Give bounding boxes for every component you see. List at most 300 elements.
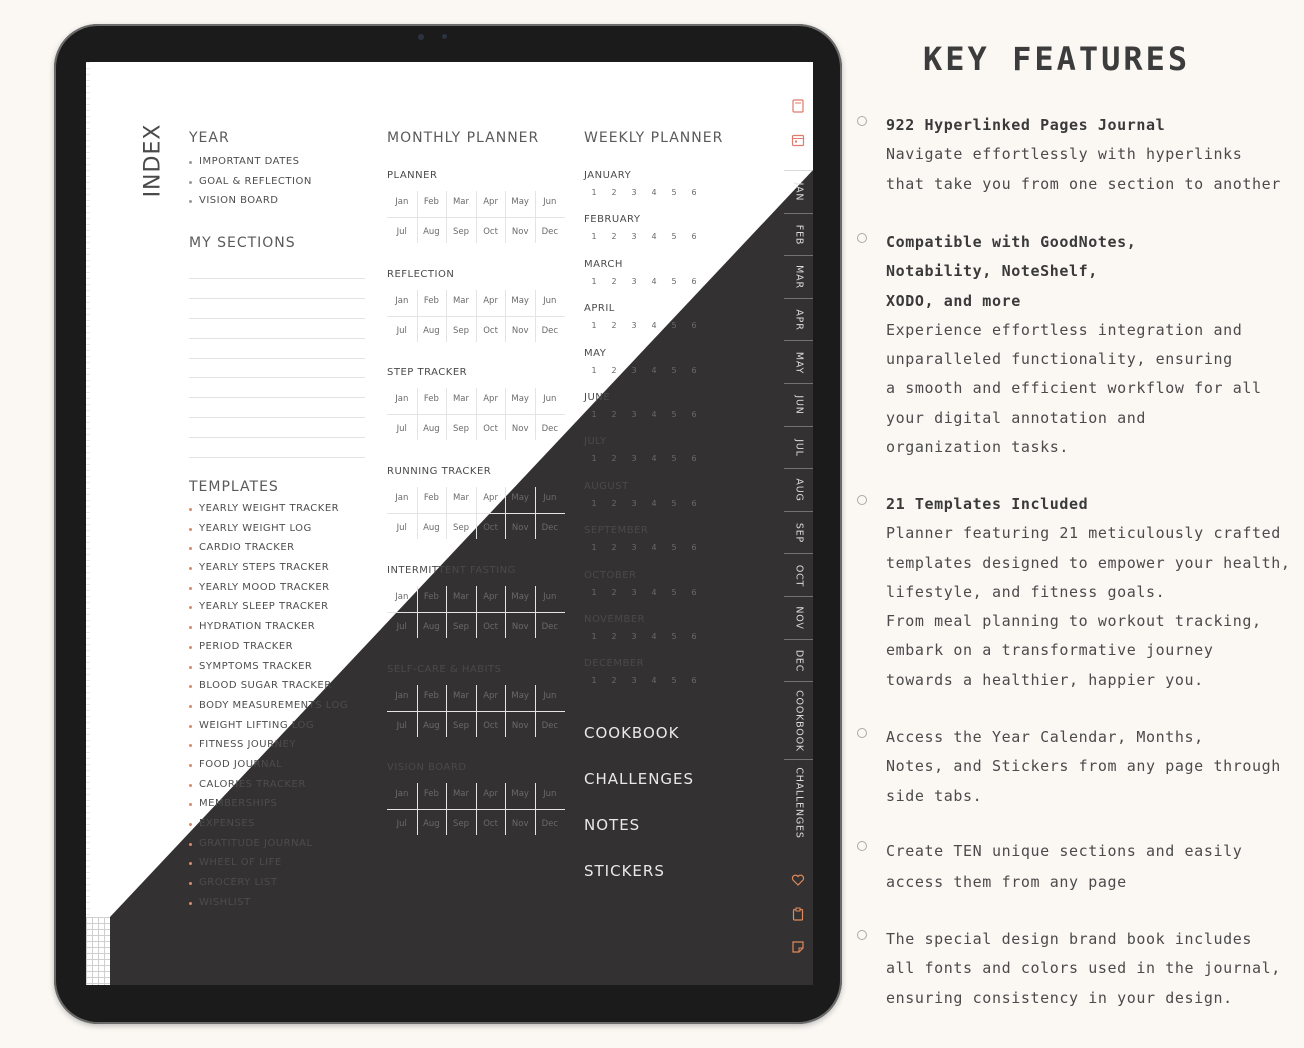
my-sections-title: MY SECTIONS bbox=[189, 235, 296, 251]
month-link[interactable]: Aug bbox=[423, 819, 440, 830]
week-number-link[interactable]: 3 bbox=[631, 188, 637, 197]
section-slot[interactable] bbox=[189, 318, 365, 319]
month-link[interactable]: Jul bbox=[396, 424, 407, 435]
section-slot[interactable] bbox=[189, 358, 365, 359]
month-link[interactable]: May bbox=[511, 493, 529, 504]
side-tab-label: COOKBOOK bbox=[793, 690, 804, 753]
week-number-link[interactable]: 4 bbox=[651, 587, 657, 597]
side-tab-challenges[interactable] bbox=[784, 759, 813, 846]
week-number-link[interactable]: 5 bbox=[671, 543, 677, 553]
template-item[interactable]: YEARLY WEIGHT TRACKER bbox=[189, 499, 348, 519]
month-link[interactable]: Dec bbox=[541, 325, 559, 336]
month-link[interactable]: Mar bbox=[452, 197, 469, 207]
month-link[interactable]: Jun bbox=[543, 789, 557, 800]
month-link[interactable]: Nov bbox=[511, 227, 529, 237]
month-link[interactable]: Aug bbox=[423, 720, 440, 731]
month-link[interactable]: Feb bbox=[423, 197, 439, 207]
week-number-link[interactable]: 1 bbox=[591, 188, 597, 197]
side-tab-jun[interactable] bbox=[784, 383, 813, 427]
weekly-month-label[interactable]: MARCH bbox=[584, 258, 623, 270]
my-sections-heading bbox=[189, 235, 296, 251]
month-link[interactable]: Sep bbox=[452, 325, 469, 336]
week-number-link[interactable]: 1 bbox=[591, 454, 597, 464]
weekly-month-label[interactable]: SEPTEMBER bbox=[584, 525, 649, 537]
side-tab-label: JUN bbox=[793, 395, 804, 415]
side-tabs-top-bg bbox=[784, 84, 813, 170]
feature-title: 922 Hyperlinked Pages Journal bbox=[886, 116, 1166, 134]
month-link[interactable]: Feb bbox=[423, 295, 439, 306]
week-number-link[interactable]: 4 bbox=[651, 365, 657, 375]
week-number-link[interactable]: 1 bbox=[591, 232, 597, 242]
month-link[interactable]: Jun bbox=[543, 295, 557, 306]
week-number-link[interactable]: 5 bbox=[671, 321, 677, 331]
calendar-icon[interactable] bbox=[791, 132, 805, 146]
week-number-link[interactable]: 2 bbox=[611, 543, 617, 553]
month-link[interactable]: Jul bbox=[396, 227, 407, 237]
week-number-link[interactable]: 4 bbox=[651, 632, 657, 641]
month-link[interactable]: Jan bbox=[395, 197, 409, 207]
feature-hyperlinks bbox=[857, 111, 1297, 199]
template-item[interactable]: GRATITUDE JOURNAL bbox=[189, 834, 348, 854]
week-number-link[interactable]: 2 bbox=[611, 321, 617, 331]
feature-description: Planner featuring 21 meticulously crafted templates designed to empower your health, lifestyle, and fitness goals. From meal planning to workout tracking, embark on a transformative journey towards a healthier, happier you. bbox=[886, 524, 1291, 689]
week-number-link[interactable]: 6 bbox=[691, 543, 697, 553]
template-item[interactable]: BODY MEASUREMENTS LOG bbox=[189, 696, 348, 716]
month-grid bbox=[387, 779, 565, 839]
month-link[interactable]: Jul bbox=[396, 720, 407, 731]
monthly-section-label: STEP TRACKER bbox=[387, 367, 468, 379]
month-link[interactable]: Dec bbox=[541, 227, 559, 237]
week-number-link[interactable]: 1 bbox=[591, 498, 597, 508]
month-link[interactable]: Nov bbox=[511, 523, 529, 534]
link-stickers[interactable]: STICKERS bbox=[584, 862, 665, 880]
section-slot[interactable] bbox=[189, 377, 365, 378]
month-link[interactable]: Jun bbox=[543, 394, 557, 405]
week-number-link[interactable]: 4 bbox=[651, 543, 657, 553]
week-number-link[interactable]: 5 bbox=[671, 587, 677, 597]
templates-list bbox=[189, 499, 348, 912]
week-number-row bbox=[584, 499, 704, 508]
month-link[interactable]: Aug bbox=[423, 523, 440, 534]
side-tab-nov[interactable] bbox=[784, 596, 813, 640]
week-number-link[interactable]: 4 bbox=[651, 410, 657, 419]
year-section bbox=[189, 130, 312, 211]
month-link[interactable]: Feb bbox=[423, 690, 439, 701]
month-link[interactable]: Apr bbox=[483, 591, 498, 602]
week-number-link[interactable]: 2 bbox=[611, 410, 617, 419]
feature-description: The special design brand book includes all fonts and colors used in the journal, ensuring consistency in your design. bbox=[886, 930, 1281, 1007]
week-number-link[interactable]: 2 bbox=[611, 188, 617, 197]
week-number-link[interactable]: 6 bbox=[691, 188, 697, 197]
month-link[interactable]: Mar bbox=[452, 295, 469, 306]
month-link[interactable]: Oct bbox=[483, 325, 498, 336]
section-slot[interactable] bbox=[189, 278, 365, 279]
template-item[interactable]: GROCERY LIST bbox=[189, 873, 348, 893]
month-link[interactable]: Oct bbox=[483, 720, 498, 731]
month-link[interactable]: Jun bbox=[543, 197, 557, 207]
month-link[interactable]: May bbox=[511, 690, 529, 701]
month-grid bbox=[387, 286, 565, 346]
month-link[interactable]: Feb bbox=[423, 394, 439, 405]
week-number-link[interactable]: 3 bbox=[631, 632, 637, 641]
month-link[interactable]: Feb bbox=[423, 789, 439, 800]
week-number-link[interactable]: 2 bbox=[611, 587, 617, 597]
side-tab-label: AUG bbox=[793, 478, 804, 503]
week-number-link[interactable]: 2 bbox=[611, 676, 617, 686]
template-item[interactable]: YEARLY STEPS TRACKER bbox=[189, 558, 348, 578]
month-link[interactable]: May bbox=[511, 789, 529, 800]
feature-brand-book bbox=[857, 925, 1297, 1013]
month-link[interactable]: Jan bbox=[395, 789, 409, 800]
side-tab-label: JUL bbox=[793, 439, 804, 457]
week-number-link[interactable]: 4 bbox=[651, 232, 657, 242]
month-link[interactable]: Jul bbox=[396, 621, 407, 632]
month-link[interactable]: Nov bbox=[511, 819, 529, 830]
templates-section bbox=[189, 479, 348, 912]
week-number-row bbox=[584, 588, 704, 597]
bullet-circle-icon bbox=[857, 930, 867, 940]
month-link[interactable]: Sep bbox=[452, 424, 469, 435]
month-link[interactable]: Sep bbox=[452, 819, 469, 830]
week-number-link[interactable]: 2 bbox=[611, 276, 617, 286]
link-notes[interactable]: NOTES bbox=[584, 816, 641, 834]
month-link[interactable]: Apr bbox=[483, 197, 498, 207]
side-tab-sep[interactable] bbox=[784, 511, 813, 555]
year-item-goal-reflection[interactable]: GOAL & REFLECTION bbox=[189, 172, 312, 192]
template-item[interactable]: YEARLY SLEEP TRACKER bbox=[189, 597, 348, 617]
monthly-planner-heading bbox=[387, 130, 539, 146]
week-number-link[interactable]: 3 bbox=[631, 276, 637, 286]
month-link[interactable]: Jul bbox=[396, 819, 407, 830]
month-link[interactable]: Oct bbox=[483, 523, 498, 534]
key-features-title: KEY FEATURES bbox=[923, 40, 1191, 78]
week-number-link[interactable]: 3 bbox=[631, 587, 637, 597]
week-number-link[interactable]: 1 bbox=[591, 410, 597, 419]
year-item-important-dates[interactable]: IMPORTANT DATES bbox=[189, 152, 312, 172]
month-link[interactable]: Sep bbox=[452, 621, 469, 632]
year-item-vision-board[interactable]: VISION BOARD bbox=[189, 191, 312, 211]
weekly-planner-title: WEEKLY PLANNER bbox=[584, 130, 724, 146]
template-item[interactable]: WISHLIST bbox=[189, 893, 348, 913]
template-item[interactable]: YEARLY WEIGHT LOG bbox=[189, 519, 348, 539]
feature-description: Experience effortless integration and unparalleled functionality, ensuring a smooth and efficient workflow for all your digital annotation and organization tasks. bbox=[886, 320, 1262, 457]
week-number-link[interactable]: 5 bbox=[671, 498, 677, 508]
heart-icon[interactable] bbox=[791, 872, 805, 886]
month-link[interactable]: Jul bbox=[396, 325, 407, 336]
week-number-link[interactable]: 3 bbox=[631, 454, 637, 464]
month-link[interactable]: Mar bbox=[452, 394, 469, 405]
month-link[interactable]: Sep bbox=[452, 523, 469, 534]
week-number-row bbox=[584, 410, 704, 419]
template-item[interactable]: PERIOD TRACKER bbox=[189, 637, 348, 657]
margin-rule bbox=[86, 62, 90, 917]
week-number-link[interactable]: 2 bbox=[611, 365, 617, 375]
week-number-link[interactable]: 4 bbox=[651, 676, 657, 686]
week-number-link[interactable]: 6 bbox=[691, 454, 697, 464]
month-link[interactable]: Oct bbox=[483, 227, 498, 237]
month-link[interactable]: Jun bbox=[543, 591, 557, 602]
month-link[interactable]: Mar bbox=[452, 789, 469, 800]
week-number-link[interactable]: 3 bbox=[631, 410, 637, 419]
template-item[interactable]: FITNESS JOURNEY bbox=[189, 735, 348, 755]
templates-heading: TEMPLATES bbox=[189, 479, 279, 495]
week-number-link[interactable]: 6 bbox=[691, 410, 697, 419]
template-item[interactable]: SYMPTOMS TRACKER bbox=[189, 657, 348, 677]
side-tab-aug[interactable] bbox=[784, 468, 813, 512]
week-number-link[interactable]: 1 bbox=[591, 676, 597, 686]
weekly-month-label[interactable]: FEBRUARY bbox=[584, 214, 641, 226]
month-link[interactable]: Aug bbox=[423, 227, 440, 237]
monthly-section-label: PLANNER bbox=[387, 170, 438, 181]
month-link[interactable]: Aug bbox=[423, 325, 440, 336]
monthly-section-label: SELF-CARE & HABITS bbox=[387, 663, 502, 675]
week-number-link[interactable]: 4 bbox=[651, 321, 657, 331]
month-link[interactable]: Apr bbox=[483, 493, 498, 504]
month-link[interactable]: Mar bbox=[452, 493, 469, 504]
month-link[interactable]: Jan bbox=[395, 493, 409, 504]
week-number-row bbox=[584, 232, 704, 241]
week-number-link[interactable]: 1 bbox=[591, 365, 597, 375]
week-number-link[interactable]: 6 bbox=[691, 276, 697, 286]
month-link[interactable]: Jun bbox=[543, 493, 557, 504]
side-tab-label: CHALLENGES bbox=[793, 767, 804, 839]
week-number-row bbox=[584, 632, 704, 641]
week-number-link[interactable]: 4 bbox=[651, 454, 657, 464]
week-number-link[interactable]: 5 bbox=[671, 365, 677, 375]
weekly-month-label[interactable]: OCTOBER bbox=[584, 569, 637, 581]
template-item[interactable]: HYDRATION TRACKER bbox=[189, 617, 348, 637]
month-link[interactable]: Mar bbox=[452, 690, 469, 701]
month-link[interactable]: Sep bbox=[452, 720, 469, 731]
feature-title: 21 Templates Included bbox=[886, 495, 1089, 513]
side-tab-jul[interactable] bbox=[784, 426, 813, 470]
week-number-link[interactable]: 1 bbox=[591, 321, 597, 331]
month-link[interactable]: Dec bbox=[541, 621, 559, 632]
template-item[interactable]: EXPENSES bbox=[189, 814, 348, 834]
template-item[interactable]: BLOOD SUGAR TRACKER bbox=[189, 676, 348, 696]
section-slot[interactable] bbox=[189, 298, 365, 299]
bullet-circle-icon bbox=[857, 495, 867, 505]
month-link[interactable]: May bbox=[511, 591, 529, 602]
month-link[interactable]: Jan bbox=[395, 690, 409, 701]
month-grid bbox=[387, 681, 565, 741]
journal-screen bbox=[86, 62, 813, 985]
notebook-icon[interactable] bbox=[791, 98, 805, 112]
side-tab-label: MAY bbox=[793, 351, 804, 374]
sticker-icon[interactable] bbox=[791, 939, 805, 953]
weekly-month-label[interactable]: AUGUST bbox=[584, 480, 629, 492]
weekly-month-label[interactable]: JANUARY bbox=[584, 170, 632, 181]
section-slot[interactable] bbox=[189, 338, 365, 339]
feature-templates bbox=[857, 490, 1297, 695]
week-number-link[interactable]: 3 bbox=[631, 676, 637, 686]
week-number-link[interactable]: 5 bbox=[671, 676, 677, 686]
month-link[interactable]: Oct bbox=[483, 621, 498, 632]
side-tab-apr[interactable] bbox=[784, 298, 813, 342]
month-link[interactable]: Apr bbox=[483, 394, 498, 405]
week-number-link[interactable]: 4 bbox=[651, 276, 657, 286]
template-item[interactable]: CALORIES TRACKER bbox=[189, 775, 348, 795]
section-slot[interactable] bbox=[189, 417, 365, 418]
feature-sections bbox=[857, 836, 1297, 898]
link-challenges[interactable]: CHALLENGES bbox=[584, 770, 695, 788]
month-link[interactable]: Apr bbox=[483, 789, 498, 800]
bullet-circle-icon bbox=[857, 841, 867, 851]
feature-description: Access the Year Calendar, Months, Notes, and Stickers from any page through side tabs. bbox=[886, 728, 1281, 805]
week-number-row bbox=[584, 366, 704, 375]
month-link[interactable]: Jan bbox=[395, 394, 409, 405]
side-tab-label: FEB bbox=[793, 224, 804, 246]
section-slot[interactable] bbox=[189, 437, 365, 438]
week-number-link[interactable]: 4 bbox=[651, 188, 657, 197]
template-item[interactable]: MEMBERSHIPS bbox=[189, 794, 348, 814]
week-number-link[interactable]: 3 bbox=[631, 543, 637, 553]
side-tab-oct[interactable] bbox=[784, 553, 813, 597]
template-item[interactable]: YEARLY MOOD TRACKER bbox=[189, 578, 348, 598]
index-title: INDEX bbox=[140, 123, 166, 198]
month-link[interactable]: Mar bbox=[452, 591, 469, 602]
week-number-link[interactable]: 6 bbox=[691, 232, 697, 242]
weekly-month-label[interactable]: MAY bbox=[584, 347, 607, 359]
month-link[interactable]: Dec bbox=[541, 523, 559, 534]
template-item[interactable]: WEIGHT LIFTING LOG bbox=[189, 716, 348, 736]
month-link[interactable]: Jun bbox=[543, 690, 557, 701]
month-link[interactable]: Aug bbox=[423, 424, 440, 435]
month-link[interactable]: May bbox=[511, 197, 529, 207]
month-link[interactable]: Feb bbox=[423, 591, 439, 602]
weekly-month-label[interactable]: NOVEMBER bbox=[584, 614, 646, 625]
month-link[interactable]: Jul bbox=[396, 523, 407, 534]
year-heading: YEAR bbox=[189, 130, 230, 146]
week-number-link[interactable]: 5 bbox=[671, 632, 677, 641]
month-grid bbox=[387, 384, 565, 444]
feature-compatibility bbox=[857, 228, 1297, 462]
month-link[interactable]: Sep bbox=[452, 227, 469, 237]
link-cookbook[interactable]: COOKBOOK bbox=[584, 724, 680, 742]
clipboard-icon[interactable] bbox=[791, 906, 805, 920]
month-link[interactable]: Feb bbox=[423, 493, 439, 504]
sensor-icon bbox=[442, 34, 447, 39]
week-number-row bbox=[584, 676, 704, 685]
weekly-planner-heading bbox=[584, 130, 723, 146]
side-tabs bbox=[784, 84, 813, 985]
year-list bbox=[189, 152, 312, 211]
month-link[interactable]: Nov bbox=[511, 424, 529, 435]
week-number-link[interactable]: 2 bbox=[611, 498, 617, 508]
week-number-link[interactable]: 1 bbox=[591, 543, 597, 553]
week-number-row bbox=[584, 543, 704, 552]
month-grid bbox=[387, 187, 565, 247]
week-number-link[interactable]: 6 bbox=[691, 587, 697, 597]
week-number-link[interactable]: 5 bbox=[671, 454, 677, 464]
week-number-link[interactable]: 2 bbox=[611, 454, 617, 464]
monthly-planner-title: MONTHLY PLANNER bbox=[387, 130, 540, 146]
side-tab-dec[interactable] bbox=[784, 639, 813, 683]
monthly-section-label: INTERMITTENT FASTING bbox=[387, 564, 516, 576]
monthly-section-label: REFLECTION bbox=[387, 268, 455, 280]
side-tab-label: APR bbox=[793, 309, 804, 331]
bullet-circle-icon bbox=[857, 116, 867, 126]
week-number-row bbox=[584, 454, 704, 463]
month-link[interactable]: May bbox=[511, 295, 529, 306]
month-link[interactable]: Dec bbox=[541, 720, 559, 731]
week-number-link[interactable]: 3 bbox=[631, 321, 637, 331]
side-tab-jan[interactable] bbox=[784, 170, 813, 214]
month-link[interactable]: Oct bbox=[483, 424, 498, 435]
month-link[interactable]: Nov bbox=[511, 621, 529, 632]
week-number-link[interactable]: 6 bbox=[691, 365, 697, 375]
week-number-link[interactable]: 3 bbox=[631, 498, 637, 508]
month-link[interactable]: Oct bbox=[483, 819, 498, 830]
month-link[interactable]: Aug bbox=[423, 621, 440, 632]
week-number-link[interactable]: 3 bbox=[631, 232, 637, 242]
month-link[interactable]: Jan bbox=[395, 295, 409, 306]
month-link[interactable]: Apr bbox=[483, 295, 498, 306]
week-number-link[interactable]: 6 bbox=[691, 676, 697, 686]
section-slot[interactable] bbox=[189, 457, 365, 458]
week-number-link[interactable]: 6 bbox=[691, 321, 697, 331]
side-tab-feb[interactable] bbox=[784, 213, 813, 257]
week-number-link[interactable]: 5 bbox=[671, 188, 677, 197]
feature-description: Create TEN unique sections and easily access them from any page bbox=[886, 842, 1243, 891]
side-tab-label: DEC bbox=[793, 649, 804, 673]
week-number-link[interactable]: 5 bbox=[671, 276, 677, 286]
week-number-link[interactable]: 1 bbox=[591, 632, 597, 641]
weekly-month-label[interactable]: APRIL bbox=[584, 303, 615, 315]
feature-side-tabs bbox=[857, 723, 1297, 811]
weekly-month-label[interactable]: JUNE bbox=[584, 392, 611, 403]
weekly-month-label[interactable]: DECEMBER bbox=[584, 658, 645, 670]
month-link[interactable]: Jan bbox=[395, 591, 409, 602]
week-number-link[interactable]: 2 bbox=[611, 632, 617, 641]
week-number-row bbox=[584, 277, 704, 286]
month-link[interactable]: May bbox=[511, 394, 529, 405]
week-number-link[interactable]: 1 bbox=[591, 276, 597, 286]
template-item[interactable]: WHEEL OF LIFE bbox=[189, 853, 348, 873]
monthly-section-label: VISION BOARD bbox=[387, 762, 467, 774]
bullet-circle-icon bbox=[857, 728, 867, 738]
week-number-link[interactable]: 5 bbox=[671, 410, 677, 419]
side-tab-label: MAR bbox=[793, 265, 804, 290]
month-link[interactable]: Dec bbox=[541, 424, 559, 435]
week-number-link[interactable]: 5 bbox=[671, 232, 677, 242]
weekly-month-label[interactable]: JULY bbox=[584, 436, 607, 448]
week-number-link[interactable]: 4 bbox=[651, 498, 657, 508]
week-number-link[interactable]: 6 bbox=[691, 632, 697, 641]
week-number-row bbox=[584, 321, 704, 330]
week-number-link[interactable]: 1 bbox=[591, 587, 597, 597]
section-slot[interactable] bbox=[189, 397, 365, 398]
week-number-link[interactable]: 2 bbox=[611, 232, 617, 242]
camera-icon bbox=[418, 34, 424, 40]
side-tab-label: JAN bbox=[793, 182, 804, 202]
grid-paper-corner bbox=[86, 917, 110, 985]
side-tab-cookbook[interactable] bbox=[784, 681, 813, 760]
week-number-link[interactable]: 3 bbox=[631, 365, 637, 375]
feature-title: Compatible with GoodNotes, Notability, NoteShelf, XODO, and more bbox=[886, 233, 1137, 310]
week-number-row bbox=[584, 188, 704, 197]
template-item[interactable]: CARDIO TRACKER bbox=[189, 538, 348, 558]
feature-description: Navigate effortlessly with hyperlinks that take you from one section to another bbox=[886, 145, 1281, 193]
month-link[interactable]: Nov bbox=[511, 720, 529, 731]
week-number-link[interactable]: 6 bbox=[691, 498, 697, 508]
side-tab-may[interactable] bbox=[784, 340, 813, 384]
template-item[interactable]: FOOD JOURNAL bbox=[189, 755, 348, 775]
month-link[interactable]: Nov bbox=[511, 325, 529, 336]
side-tab-mar[interactable] bbox=[784, 255, 813, 299]
month-link[interactable]: Dec bbox=[541, 819, 559, 830]
month-link[interactable]: Apr bbox=[483, 690, 498, 701]
